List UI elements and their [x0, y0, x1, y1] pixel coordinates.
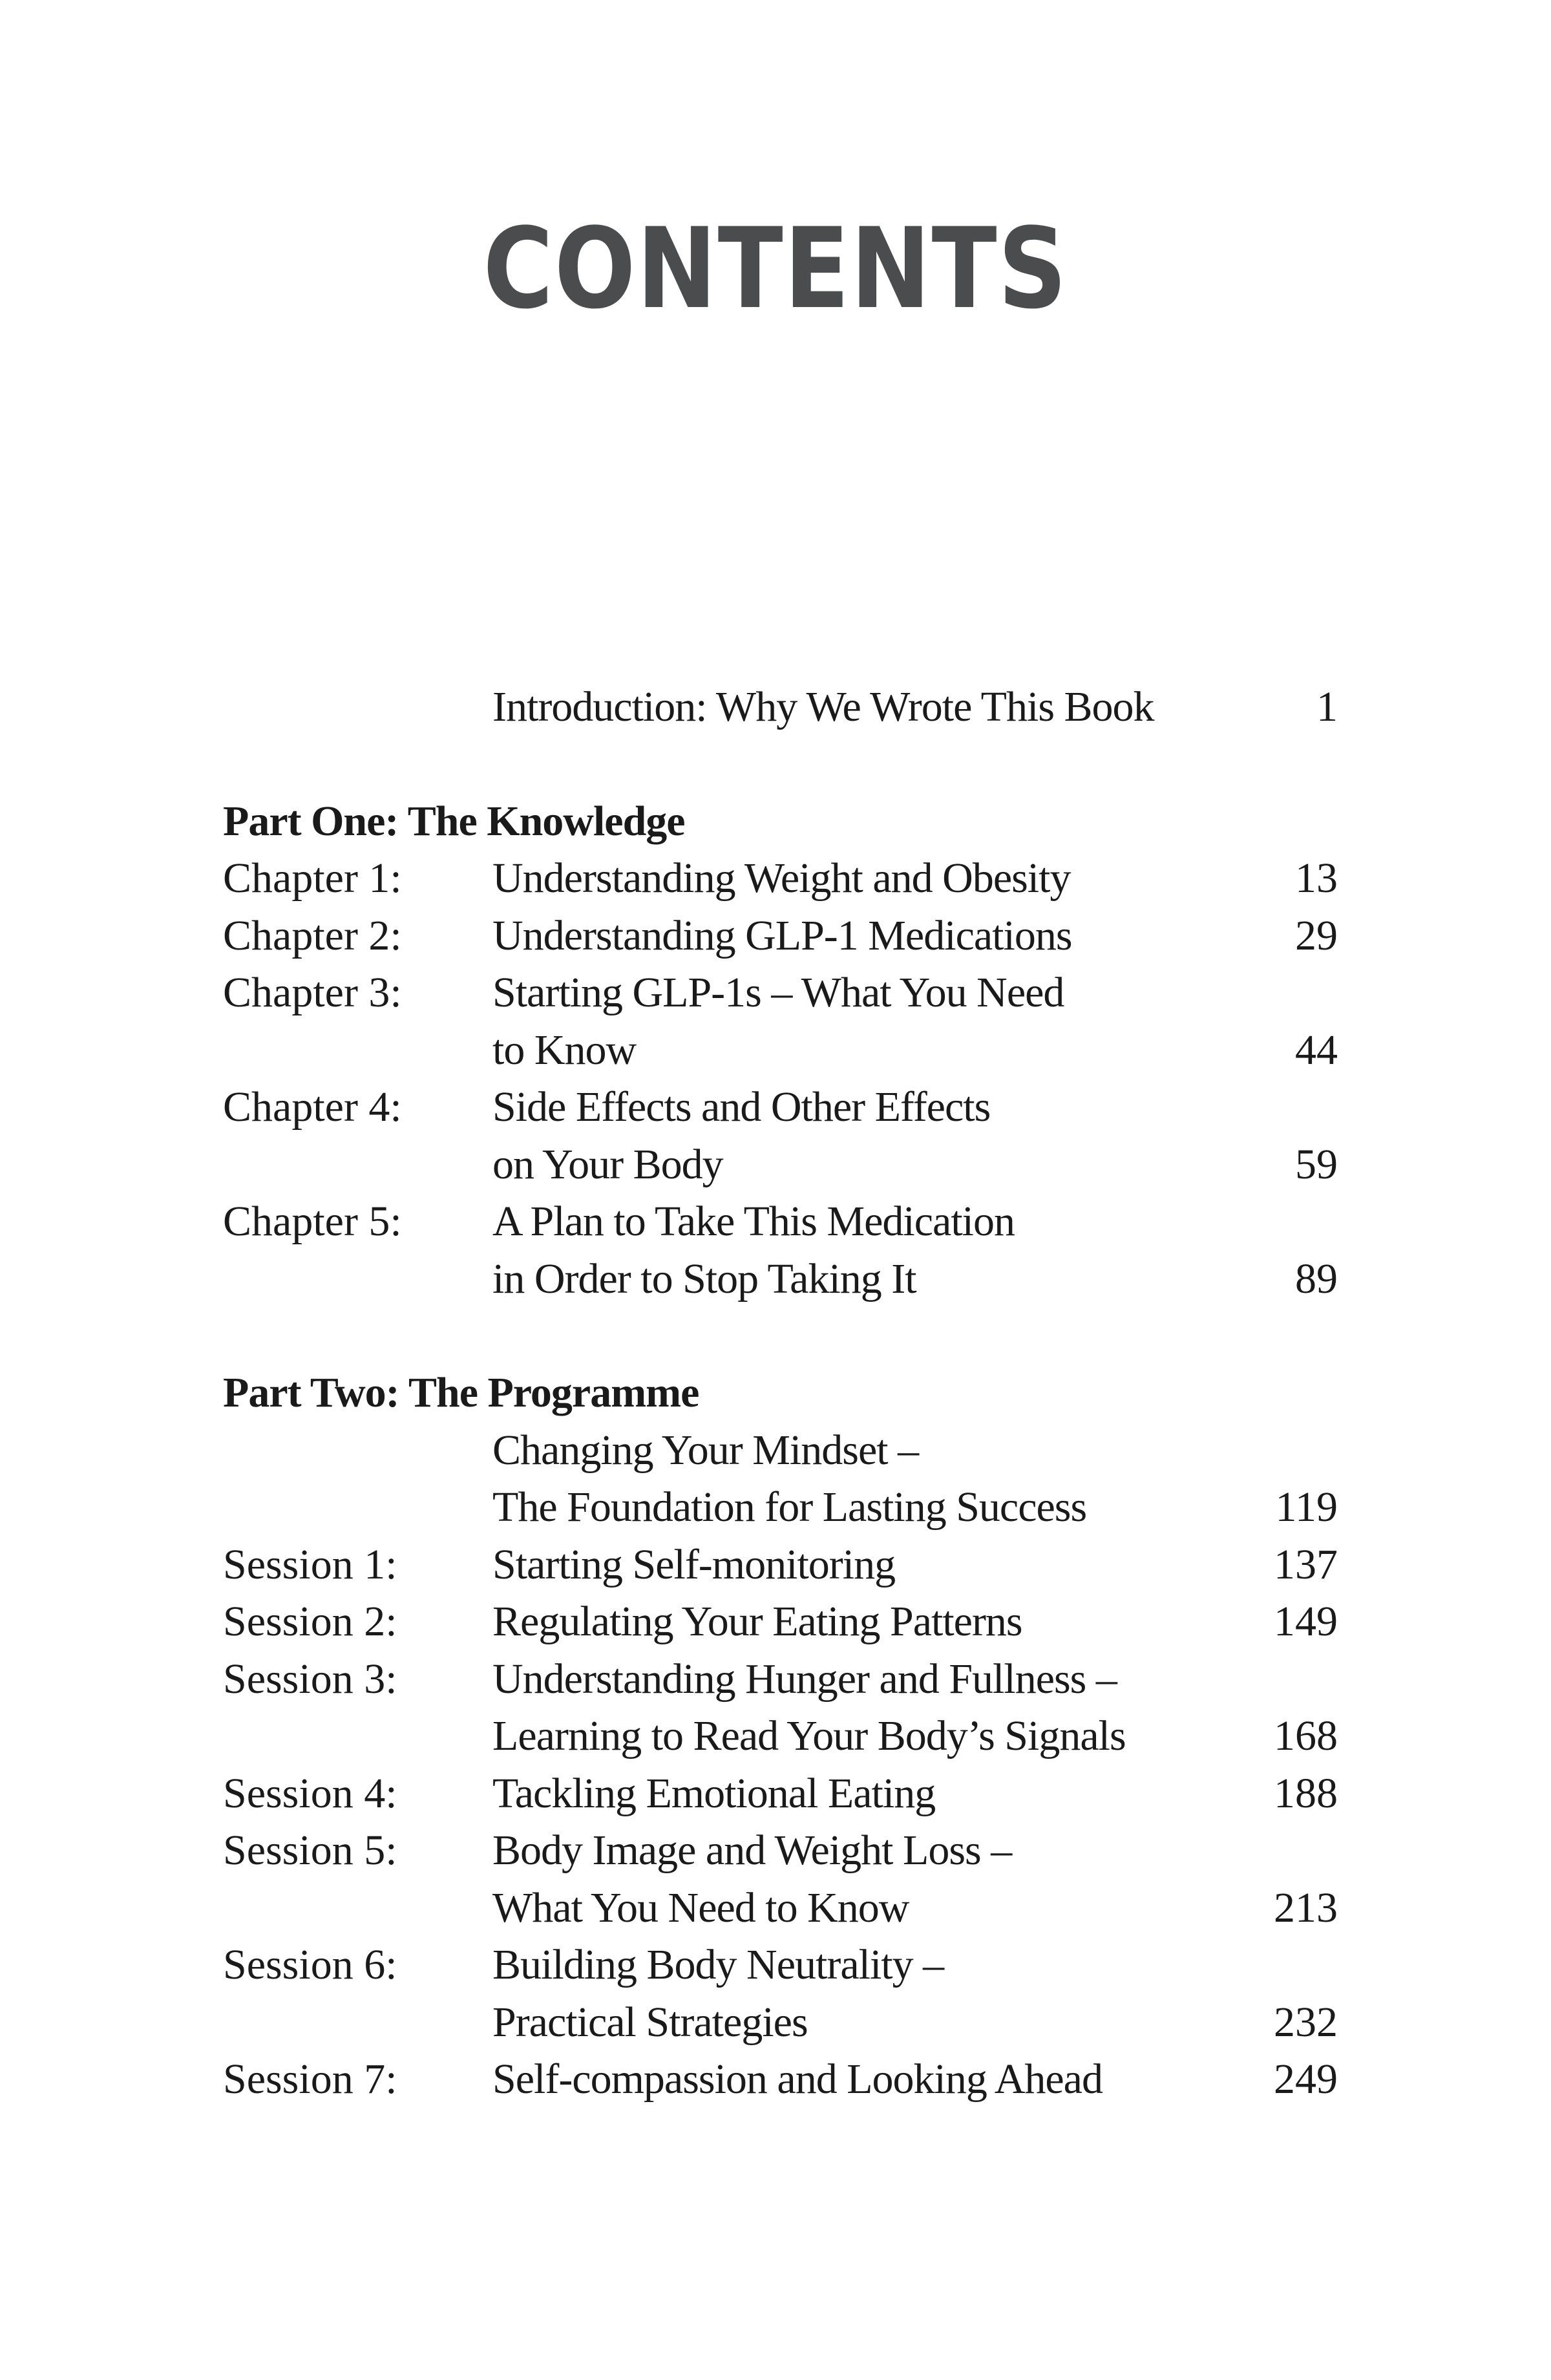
entry-page-number: 188 — [1274, 1769, 1338, 1817]
toc-entry[interactable] — [223, 2051, 1338, 2109]
toc-entry[interactable] — [223, 1193, 1338, 1251]
toc-entry-continuation[interactable] — [223, 1708, 1338, 1765]
entry-title: What You Need to Know — [492, 1884, 909, 1931]
entry-title: in Order to Stop Taking It — [492, 1255, 916, 1302]
toc-entry-introduction[interactable] — [223, 679, 1338, 736]
entry-label — [223, 1994, 492, 2052]
toc-entry[interactable] — [223, 1651, 1338, 1708]
toc-entry[interactable] — [223, 1765, 1338, 1823]
toc-entry-continuation[interactable] — [223, 1994, 1338, 2052]
entry-page-number: 13 — [1295, 855, 1338, 902]
entry-title: Understanding GLP-1 Medications — [492, 911, 1072, 959]
entry-page-number: 1 — [1316, 683, 1338, 730]
entry-title: The Foundation for Lasting Success — [492, 1483, 1087, 1531]
entry-title: Regulating Your Eating Patterns — [492, 1598, 1022, 1645]
toc-entry-continuation[interactable] — [223, 1022, 1338, 1079]
entry-label — [223, 1479, 492, 1536]
entry-title: A Plan to Take This Medication — [492, 1198, 1015, 1245]
entry-label: Session 1: — [223, 1540, 397, 1588]
entry-label: Chapter 5: — [223, 1198, 402, 1245]
entry-label: Session 5: — [223, 1827, 397, 1874]
entry-page-number: 44 — [1295, 1026, 1338, 1074]
entry-label: Chapter 4: — [223, 1083, 402, 1131]
entry-label: Session 4: — [223, 1769, 397, 1817]
toc-entry[interactable] — [223, 1422, 1338, 1480]
entry-page-number: 168 — [1274, 1712, 1338, 1759]
toc-entry-continuation[interactable] — [223, 1479, 1338, 1536]
entry-page-number — [1208, 1822, 1338, 1880]
entry-label — [223, 1251, 492, 1308]
entry-title: Self-compassion and Looking Ahead — [492, 2056, 1103, 2103]
toc-entry-continuation[interactable] — [223, 1251, 1338, 1308]
entry-title: to Know — [492, 1026, 637, 1074]
entry-label: Chapter 3: — [223, 969, 402, 1016]
toc-entry-continuation[interactable] — [223, 1880, 1338, 1937]
entry-title: Starting GLP-1s – What You Need — [492, 969, 1064, 1016]
entry-title: Starting Self-monitoring — [492, 1540, 896, 1588]
entry-page-number: 29 — [1295, 911, 1338, 959]
entry-page-number — [1208, 964, 1338, 1022]
entry-title: on Your Body — [492, 1140, 723, 1188]
entry-title: Tackling Emotional Eating — [492, 1769, 936, 1817]
spacer — [223, 1308, 1338, 1365]
entry-title: Understanding Hunger and Fullness – — [492, 1655, 1117, 1703]
entry-title: Practical Strategies — [492, 1998, 808, 2046]
toc-entry[interactable] — [223, 908, 1338, 965]
entry-label: Session 3: — [223, 1655, 397, 1703]
page-title: CONTENTS — [483, 204, 1068, 334]
entry-label — [223, 679, 492, 736]
toc-entry[interactable] — [223, 1593, 1338, 1651]
entry-title: Changing Your Mindset – — [492, 1426, 919, 1474]
part-heading: Part One: The Knowledge — [223, 797, 685, 845]
parts-container — [223, 793, 1338, 2109]
entry-page-number: 137 — [1274, 1540, 1338, 1588]
entry-page-number: 213 — [1274, 1884, 1338, 1931]
entry-page-number — [1208, 1651, 1338, 1708]
toc-entry[interactable] — [223, 850, 1338, 908]
part-heading: Part Two: The Programme — [223, 1369, 699, 1416]
entry-page-number — [1208, 1422, 1338, 1480]
entry-label: Chapter 1: — [223, 855, 402, 902]
entry-page-number: 89 — [1295, 1255, 1338, 1302]
entry-label — [223, 1422, 492, 1480]
entry-page-number: 249 — [1274, 2056, 1338, 2103]
entry-label: Session 7: — [223, 2056, 397, 2103]
entry-label: Session 6: — [223, 1941, 397, 1988]
entry-page-number — [1208, 1937, 1338, 1994]
entry-title: Body Image and Weight Loss – — [492, 1827, 1012, 1874]
table-of-contents — [223, 679, 1338, 2109]
entry-title: Learning to Read Your Body’s Signals — [492, 1712, 1126, 1759]
entry-title: Introduction: Why We Wrote This Book — [492, 683, 1154, 730]
entry-title: Side Effects and Other Effects — [492, 1083, 991, 1131]
entry-label — [223, 1880, 492, 1937]
spacer — [223, 736, 1338, 793]
toc-entry-continuation[interactable] — [223, 1136, 1338, 1194]
entry-page-number: 119 — [1275, 1483, 1338, 1531]
entry-label — [223, 1136, 492, 1194]
entry-label: Chapter 2: — [223, 911, 402, 959]
entry-page-number — [1208, 1079, 1338, 1136]
entry-page-number: 59 — [1295, 1140, 1338, 1188]
toc-entry[interactable] — [223, 1822, 1338, 1880]
entry-page-number — [1208, 1193, 1338, 1251]
toc-entry[interactable] — [223, 964, 1338, 1022]
entry-title: Understanding Weight and Obesity — [492, 855, 1071, 902]
entry-page-number: 232 — [1274, 1998, 1338, 2046]
toc-entry[interactable] — [223, 1079, 1338, 1136]
toc-entry[interactable] — [223, 1536, 1338, 1594]
toc-entry[interactable] — [223, 1937, 1338, 1994]
entry-label — [223, 1022, 492, 1079]
entry-label — [223, 1708, 492, 1765]
entry-title: Building Body Neutrality – — [492, 1941, 944, 1988]
entry-page-number: 149 — [1274, 1598, 1338, 1645]
entry-label: Session 2: — [223, 1598, 397, 1645]
